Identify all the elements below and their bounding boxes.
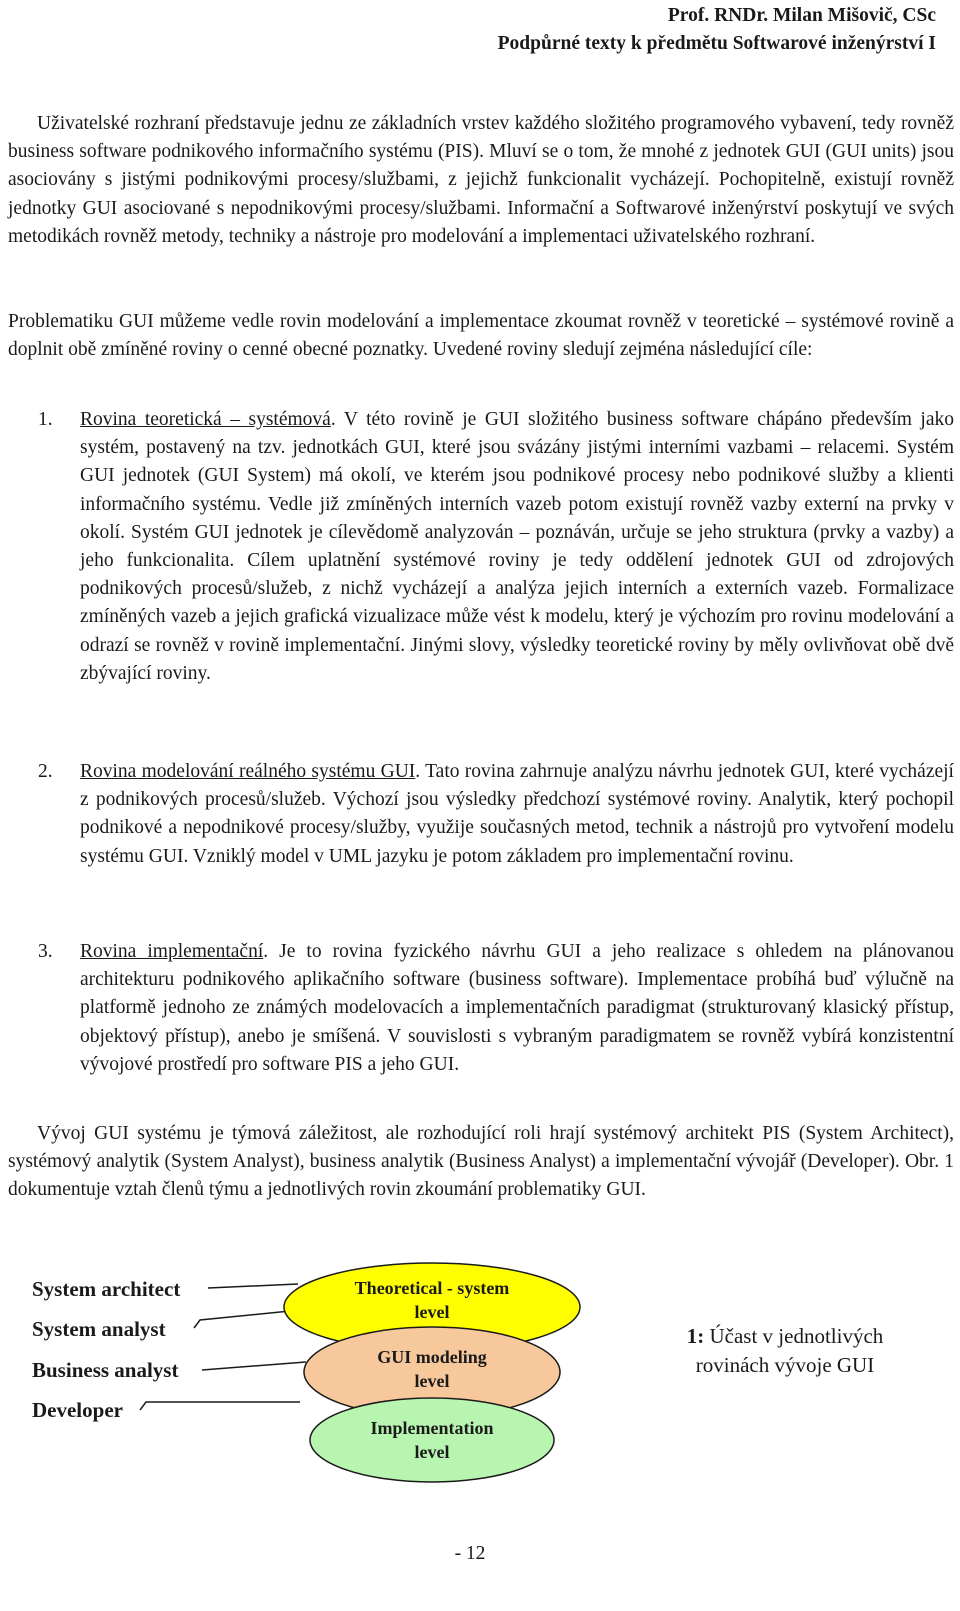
list-item xyxy=(80,406,954,688)
intro-paragraph-1: Uživatelské rozhraní představuje jednu ze základních vrstev každého složitého programového vybavení, tedy rovněž business software podnikového informačního systému (PIS). Mluví se o tom, že mnohé z jednotek GUI (GUI units) jsou asociovány s jistými podnikovými procesy/službami, z jejichž funkcionalit vycházejí. Pochopitelně, existují rovněž jednotky GUI asociované s nepodnikovými procesy/službami. Informační a Softwarové inženýrství poskytují ve svých metodikách rovněž metody, techniky a nástroje pro modelování a implementaci uživatelského rozhraní. xyxy=(8,113,954,247)
level-ellipse-implementation xyxy=(310,1398,554,1482)
role-label: System analyst xyxy=(32,1317,166,1341)
list-item-text: . Tato rovina zahrnuje analýzu návrhu jednotek GUI, které vycházejí z podnikových procesů/služeb. Výchozí jsou výsledky předchozí systémové roviny. Analytik, který pochopil podnikové a nepodnikové procesy/služby, využije současných metod, technik a nástrojů pro vytvoření modelu systému GUI. Vzniklý model v UML jazyku je potom základem pro implementační rovinu. xyxy=(80,761,954,867)
level-label: Theoretical - system xyxy=(354,1278,510,1298)
list-item-number: 1. xyxy=(38,409,53,430)
connector-business xyxy=(202,1362,306,1370)
page-header xyxy=(498,2,936,58)
caption-label: 1: xyxy=(686,1324,705,1348)
list-item xyxy=(80,758,954,871)
outro-paragraph: Vývoj GUI systému je týmová záležitost, ale rozhodující roli hrají systémový architekt PIS (System Architect), systémový analytik (System Analyst), business analytik (Business Analyst) a implementační vývojář (Developer). Obr. 1 dokumentuje vztah členů týmu a jednotlivých rovin zkoumání problematiky GUI. xyxy=(8,1123,954,1201)
intro-paragraph-2: Problematiku GUI můžeme vedle rovin modelování a implementace zkoumat rovněž v teoretické – systémové rovině a doplnit obě zmíněné roviny o cenné obecné poznatky. Uvedené roviny sledují zejména následující cíle: xyxy=(8,311,954,361)
header-author: Prof. RNDr. Milan Mišovič, CSc xyxy=(667,5,936,26)
role-label: Developer xyxy=(32,1398,123,1422)
connector-architect xyxy=(208,1284,298,1288)
level-label: Implementation xyxy=(370,1418,494,1438)
list-item-title: Rovina modelování reálného systému GUI xyxy=(80,761,416,782)
list-item-title: Rovina teoretická – systémová xyxy=(80,409,331,430)
list-item-text: . V této rovině je GUI složitého business software chápáno především jako systém, postavený na tzv. jednotkách GUI, které jsou svázány jistými interními vazbami – relacemi. Systém GUI jednotek (GUI System) má okolí, ve kterém jsou podnikové procesy nebo podnikové služby a klienti informačního systému. Vedle již zmíněných interních vazeb potom existují rovněž vazby externí na prvky v okolí. Systém GUI jednotek je cílevědomě analyzován – poznáván, určuje se jeho struktura (prvky a vazby) a jeho funkcionalita. Cílem uplatnění systémové roviny je tedy oddělení jednotek GUI od zdrojových podnikových procesů/služeb, z nichž vycházejí a analýza jejich interních a externích vazeb. Formalizace zmíněných vazeb a jejich grafická vizualizace může vést k modelu, který je výchozím pro rovinu modelování a odrazí se rovněž v rovině implementační. Jinými slovy, výsledky teoretické roviny by měly ovlivňovat obě dvě zbývající roviny. xyxy=(80,409,954,684)
team-levels-diagram xyxy=(0,1262,960,1522)
role-connectors xyxy=(140,1284,306,1410)
caption-text: Účast v jednotlivých xyxy=(704,1324,884,1348)
caption-text: rovinách vývoje GUI xyxy=(695,1353,875,1377)
connector-developer xyxy=(140,1402,300,1410)
list-item-number: 3. xyxy=(38,941,53,962)
header-subject: Podpůrné texty k předmětu Softwarové inženýrství I xyxy=(497,33,936,54)
page-number: - 12 xyxy=(454,1543,486,1564)
list-item-text: . Je to rovina fyzického návrhu GUI a jeho realizace s ohledem na plánovanou architekturu podnikového aplikačního software (business software). Implementace probíhá buď výlučně na platformě jednoho ze známých modelovacích a implementačních paradigmat (strukturovaný klasický přístup, objektový přístup), anebo je smíšená. V souvislosti s vybraným paradigmatem se rovněž vybírá konzistentní vývojové prostředí pro software PIS a jeho GUI. xyxy=(80,941,954,1075)
level-label: level xyxy=(414,1302,450,1322)
list-item-number: 2. xyxy=(38,761,53,782)
connector-analyst xyxy=(194,1310,300,1328)
list-item xyxy=(80,938,954,1079)
role-label: System architect xyxy=(32,1277,181,1301)
level-label: level xyxy=(414,1442,450,1462)
figure-caption xyxy=(640,1322,930,1380)
list-item-title: Rovina implementační xyxy=(80,941,264,962)
level-label: level xyxy=(414,1371,450,1391)
role-label: Business analyst xyxy=(32,1358,179,1382)
level-label: GUI modeling xyxy=(377,1347,487,1367)
